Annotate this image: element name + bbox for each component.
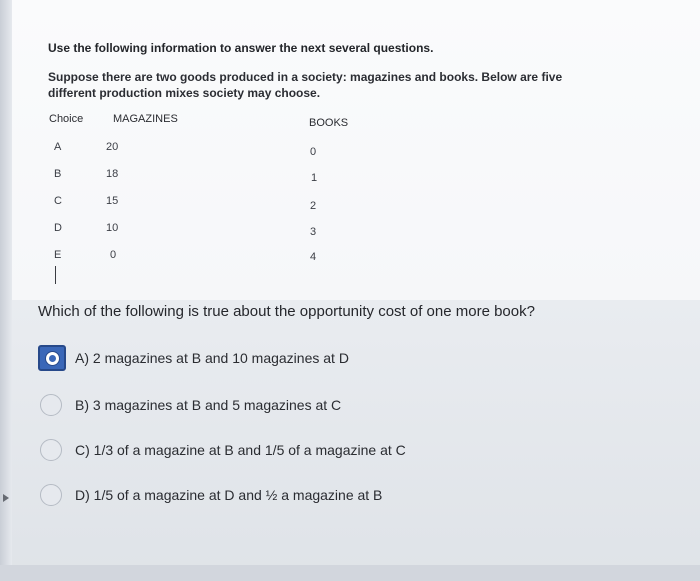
magazines-cell: 10 [106, 222, 119, 234]
magazines-cell: 0 [110, 249, 117, 261]
choice-cell: A [54, 141, 62, 153]
column-header-magazines: MAGAZINES [113, 113, 178, 125]
books-cell: 3 [310, 226, 317, 238]
radio-button[interactable] [40, 439, 62, 461]
magazines-cell: 18 [106, 168, 119, 180]
radio-dot-icon [46, 352, 59, 365]
books-cell: 0 [310, 146, 317, 158]
radio-button[interactable] [40, 484, 62, 506]
answer-option-a[interactable] [38, 345, 458, 371]
text-cursor [55, 266, 56, 284]
option-label: B) 3 magazines at B and 5 magazines at C [75, 397, 342, 413]
column-header-choice: Choice [49, 113, 84, 125]
choice-cell: E [54, 249, 62, 261]
answer-option-c[interactable] [38, 437, 458, 463]
magazines-cell: 20 [106, 141, 119, 153]
books-cell: 2 [310, 200, 317, 212]
option-label: A) 2 magazines at B and 10 magazines at D [75, 350, 349, 366]
radio-button-selected[interactable] [38, 345, 66, 371]
magazines-cell: 15 [106, 195, 119, 207]
collapse-arrow-icon[interactable] [3, 494, 9, 502]
answer-option-b[interactable] [38, 392, 458, 418]
choice-cell: B [54, 168, 62, 180]
books-cell: 1 [311, 172, 318, 184]
option-label: C) 1/3 of a magazine at B and 1/5 of a magazine at C [75, 442, 406, 458]
radio-button[interactable] [40, 394, 62, 416]
bottom-edge-bar [0, 565, 700, 581]
choice-cell: D [54, 222, 62, 234]
column-header-books: BOOKS [309, 117, 349, 129]
books-cell: 4 [310, 251, 317, 263]
instructions-heading: Use the following information to answer the next several questions. [48, 41, 434, 55]
question-text: Which of the following is true about the opportunity cost of one more book? [38, 303, 535, 320]
question-context: Suppose there are two goods produced in a society: magazines and books. Below are five different production mixes society may choose. [48, 70, 563, 100]
answer-option-d[interactable] [38, 482, 458, 508]
option-label: D) 1/5 of a magazine at D and ½ a magazine at B [75, 487, 383, 503]
choice-cell: C [54, 195, 62, 207]
